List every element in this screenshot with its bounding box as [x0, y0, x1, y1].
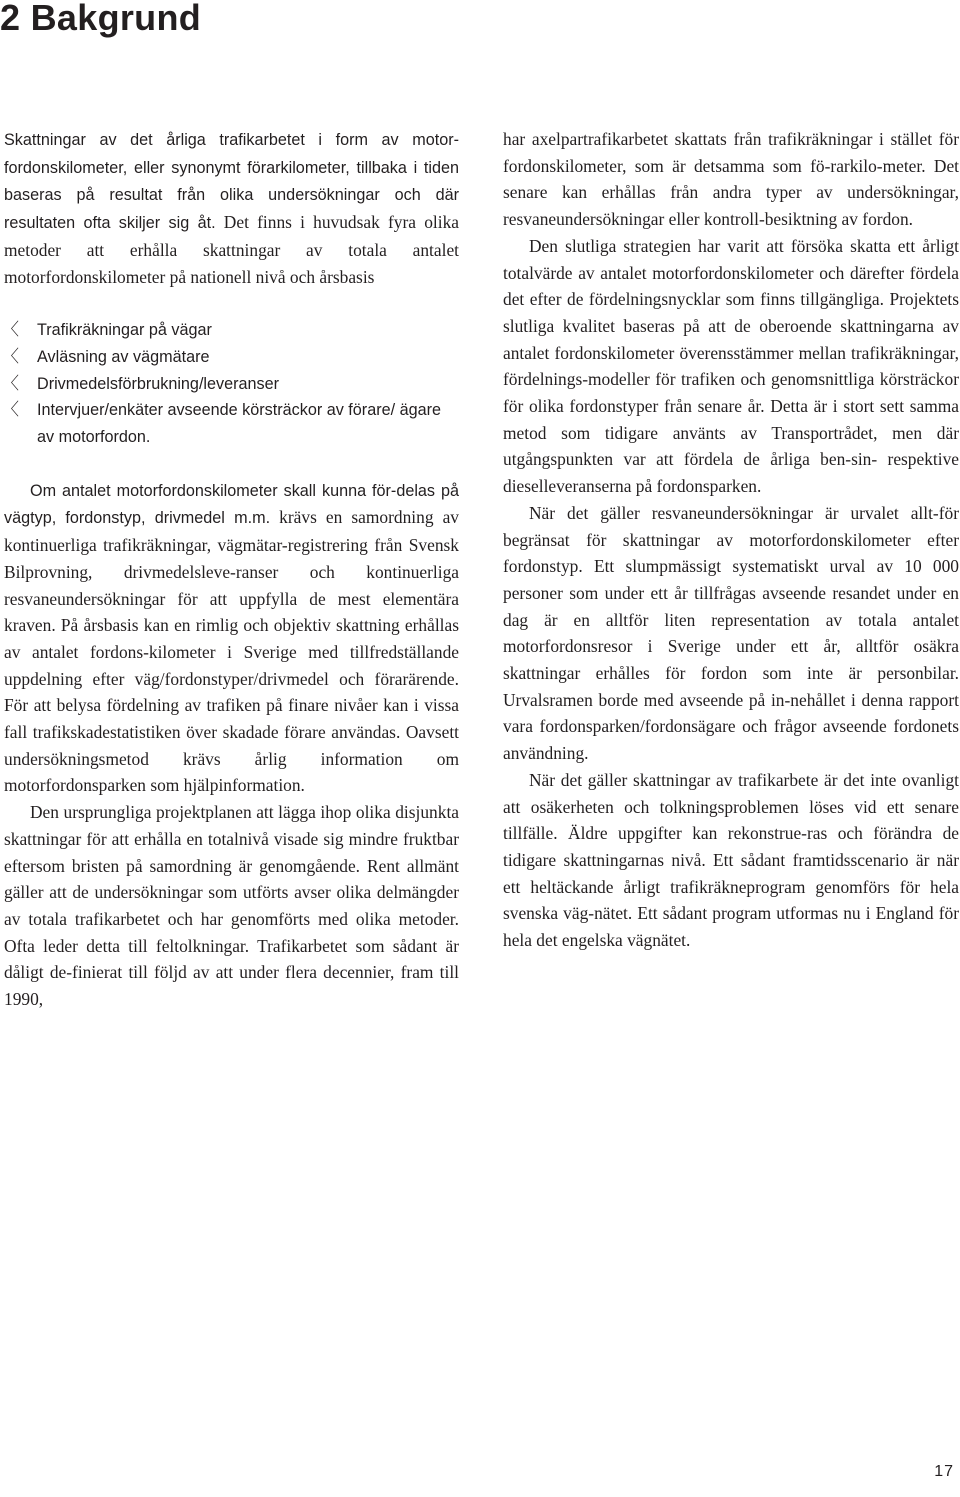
- axle-pair-paragraph: har axelpartrafikarbetet skattats från trafikräkningar i stället för fordonskilometer, som är detsamma som fö-rarkilo-meter. Det senare kan erhållas från andra typer av undersökningar, resvaneundersökningar eller kontroll-besiktning av fordon.: [503, 129, 959, 230]
- intro-paragraph: [4, 126, 459, 290]
- list-item-text: Drivmedelsförbrukning/leveranser: [37, 374, 280, 393]
- list-item: [4, 317, 459, 344]
- intro-text-sans: Skattningar av det årliga trafikarbetet i form av motor-fordonskilometer, eller synonymt förarkilometer, tillbaka i tiden baseras på resultat från olika undersökningar och där resultaten ofta skiljer sig åt.: [4, 131, 459, 233]
- bracket-bullet-icon: 〈: [2, 400, 19, 420]
- list-item-text: Trafikräkningar på vägar: [37, 321, 212, 340]
- section-heading: 2 Bakgrund: [0, 0, 202, 38]
- distribution-paragraph: [4, 477, 459, 799]
- bracket-bullet-icon: 〈: [2, 373, 19, 393]
- left-column: [4, 126, 459, 1013]
- bracket-bullet-icon: 〈: [2, 346, 19, 366]
- list-item: [4, 397, 459, 450]
- list-item: [4, 371, 459, 398]
- distribution-text-serif: krävs en samordning av kontinuerliga trafikräkningar, vägmätar-registrering från Svensk Bilprovning, drivmedelsleve-ranser och kontinuerliga resvaneundersökningar för att uppfylla de mest elementära kraven. På årsbasis kan en rimlig och objektiv skattning erhållas av antalet fordons-kilometer i Sverige med tillfredställande uppdelning efter väg/fordonstyper/drivmedel och förarärende. För att belysa fördelning av trafiken på finare nivåer kan i vissa fall trafikskadestatistiken över skadade förare användas. Oavsett undersökningsmetod krävs årlig information om motorfordonsparken som hjälpinformation.: [4, 507, 459, 796]
- uncertainty-paragraph: När det gäller skattningar av trafikarbete är det inte ovanligt att osäkerheten och tolkningsproblemen löses vid ett senare tillfälle. Äldre uppgifter kan rekonstrue-ras och förändra de tidigare skattningarnas nivå. Ett sådant framtidsscenario är när ett heltäckande årligt trafikräkneprogram genomförs för hela svenska väg-nätet. Ett sådant program utformas nu i England för hela det engelska vägnätet.: [503, 769, 959, 951]
- travel-survey-paragraph: När det gäller resvaneundersökningar är urvalet allt-för begränsat för skattningar av motorfordonskilometer efter fordonstyp. Ett slumpmässigt systematiskt urval av 10 000 personer som under ett år tillfrågas avseende resandet under en dag är en alltför liten representation av totala antalet motorfordonsresor i Sverige under ett år, alltför osäkra skattningar erhålles för fordon som inte är personbilar. Urvalsramen borde med avseende på in-nehållet i denna rapport vara fordonsparken/fordonsägare och frågor avseende fordonets användning.: [503, 502, 959, 764]
- right-column: [503, 126, 959, 954]
- page-number: 17: [934, 1463, 954, 1480]
- strategy-paragraph: Den slutliga strategien har varit att försöka skatta ett årligt totalvärde av antalet motorfordonskilometer och därefter fördela det efter de fördelningsnycklar som finns tillgängliga. Projektets slutliga kvalitet baseras på att de oberoende skattningarna av antalet fordonskilometer överensstämmer mellan trafikräkningar, fördelnings-modeller för trafiken och genomsnittliga körsträckor för olika fordonstyper från senare år. Detta är i stort sett samma metod som tidigare använts av Transportrådet, men där utgångspunkten var att fördela de årliga ben-sin- respektive dieselleveranserna på fordonsparken.: [503, 235, 959, 497]
- list-item: [4, 344, 459, 371]
- bracket-bullet-icon: 〈: [2, 320, 19, 340]
- distribution-text-sans: Om antalet motorfordonskilometer skall kunna för-delas på vägtyp, fordonstyp, drivmedel m.m.: [4, 481, 459, 528]
- methods-list: [4, 317, 459, 451]
- project-plan-paragraph: Den ursprungliga projektplanen att lägga ihop olika disjunkta skattningar för att erhålla en totalnivå visade sig mindre fruktbar eftersom bristen på samordning är genomgående. Rent allmänt gäller att de undersökningar som utförts avser olika delmängder av totala trafikarbetet och har genomförts med olika metoder. Ofta leder detta till feltolkningar. Trafikarbetet som sådant är dåligt de-finierat till följd av att under flera decennier, fram till 1990,: [4, 802, 459, 1010]
- list-item-text: Intervjuer/enkäter avseende körsträckor av förare/ ägare av motorfordon.: [37, 401, 441, 447]
- list-item-text: Avläsning av vägmätare: [37, 347, 210, 366]
- intro-text-serif: Det finns i huvudsak fyra olika metoder att erhålla skattningar av totala antalet motorfordonskilometer på nationell nivå och årsbasis: [4, 212, 459, 287]
